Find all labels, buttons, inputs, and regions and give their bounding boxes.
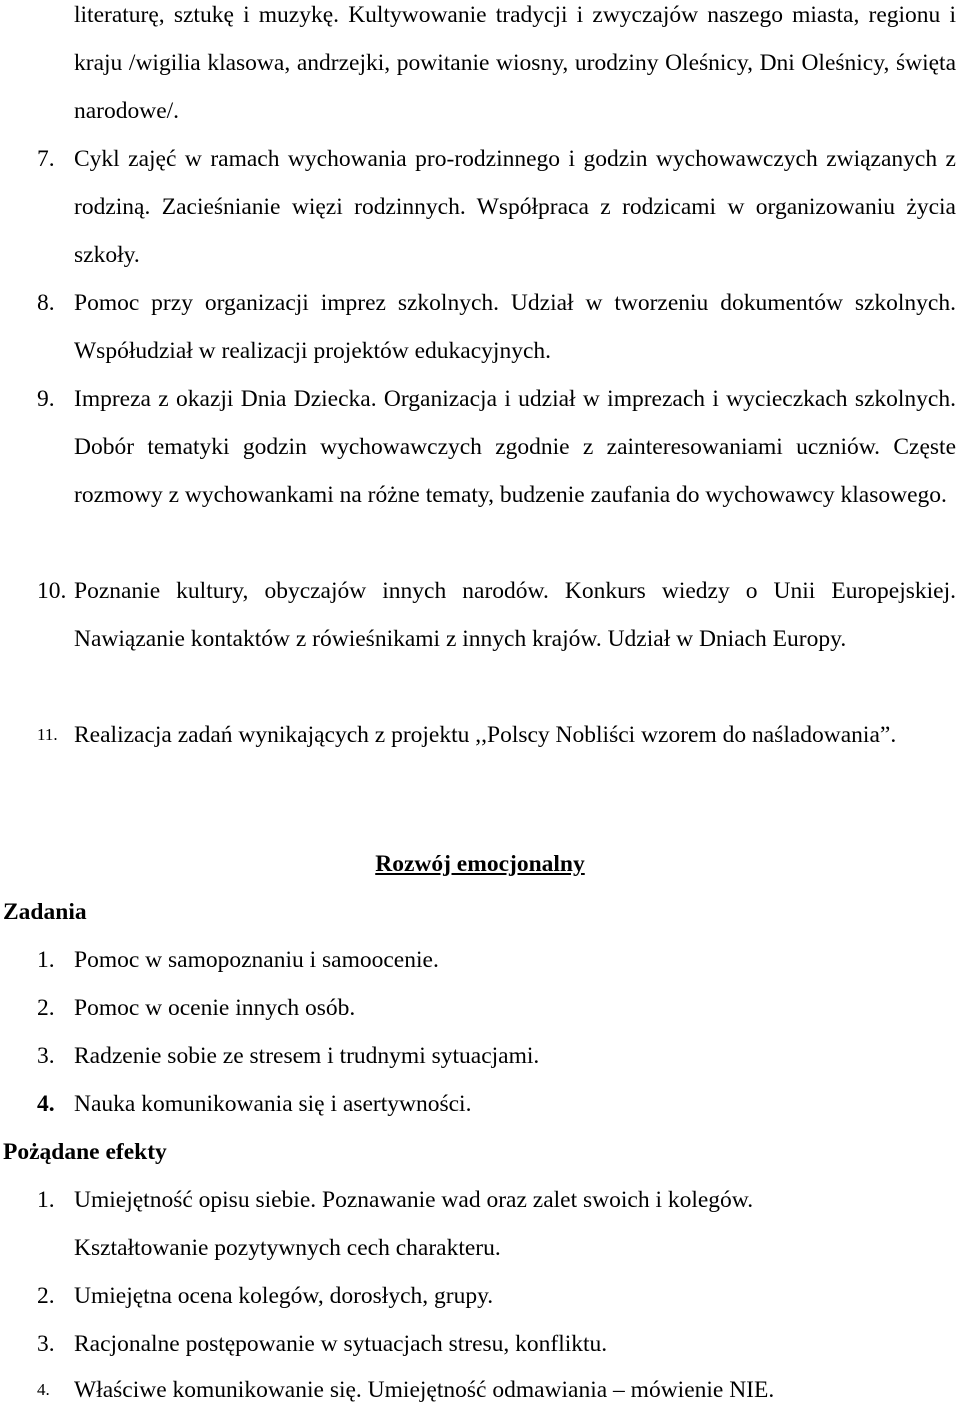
efekty-heading: Pożądane efekty: [3, 1139, 167, 1165]
list-item-text: Poznanie kultury, obyczajów innych narodów. Konkurs wiedzy o Unii Europejskiej. Nawiązanie kontaktów z rówieśnikami z innych krajów. Udział w Dniach Europy.: [74, 578, 956, 652]
zadania-heading: Zadania: [3, 899, 87, 925]
list-item-number: 10.: [37, 578, 67, 604]
list-item-text: literaturę, sztukę i muzykę. Kultywowanie tradycji i zwyczajów naszego miasta, regionu i kraju /wigilia klasowa, andrzejki, powitanie wiosny, urodziny Oleśnicy, Dni Oleśnicy, święta narodowe/.: [74, 2, 956, 124]
list-item-number: 3.: [37, 1331, 55, 1357]
list-item-number: 4.: [37, 1380, 50, 1399]
list-item-text: Umiejętna ocena kolegów, dorosłych, grupy.: [74, 1283, 494, 1309]
list-item-text: Pomoc w samopoznaniu i samoocenie.: [74, 947, 439, 973]
list-item-number: 1.: [37, 1187, 55, 1213]
list-item-text: Racjonalne postępowanie w sytuacjach stresu, konfliktu.: [74, 1331, 608, 1357]
list-item-text: Właściwe komunikowanie się. Umiejętność odmawiania – mówienie NIE.: [74, 1377, 775, 1403]
list-item-text: Cykl zajęć w ramach wychowania pro-rodzinnego i godzin wychowawczych związanych z rodziną. Zacieśnianie więzi rodzinnych. Współpraca z rodzicami w organizowaniu życia szkoły.: [74, 146, 956, 268]
list-item-number: 8.: [37, 290, 55, 316]
list-item-text: Realizacja zadań wynikających z projektu ,,Polscy Nobliści wzorem do naśladowania”.: [74, 722, 897, 748]
list-item-text: Impreza z okazji Dnia Dziecka. Organizacja i udział w imprezach i wycieczkach szkolnych. Dobór tematyki godzin wychowawczych zgodnie z zainteresowaniami uczniów. Częste rozmowy z wychowankami na różne tematy, budzenie zaufania do wychowawcy klasowego.: [74, 386, 956, 508]
list-item-number: 3.: [37, 1043, 55, 1069]
list-item-number: 4.: [37, 1091, 55, 1117]
list-item-text: Pomoc przy organizacji imprez szkolnych. Udział w tworzeniu dokumentów szkolnych. Współudział w realizacji projektów edukacyjnych.: [74, 290, 956, 364]
list-item-number: 2.: [37, 1283, 55, 1309]
list-item-number: 2.: [37, 995, 55, 1021]
list-item-number: 1.: [37, 947, 55, 973]
list-item-number: 9.: [37, 386, 55, 412]
list-item-text: Nauka komunikowania się i asertywności.: [74, 1091, 472, 1117]
list-item-text: Radzenie sobie ze stresem i trudnymi sytuacjami.: [74, 1043, 540, 1069]
list-item-number: 7.: [37, 146, 55, 172]
list-item-text: Pomoc w ocenie innych osób.: [74, 995, 356, 1021]
section-title: Rozwój emocjonalny: [375, 851, 585, 877]
list-item-number: 11.: [37, 725, 58, 744]
list-item-text: Umiejętność opisu siebie. Poznawanie wad oraz zalet swoich i kolegów. Kształtowanie pozytywnych cech charakteru.: [74, 1187, 754, 1261]
